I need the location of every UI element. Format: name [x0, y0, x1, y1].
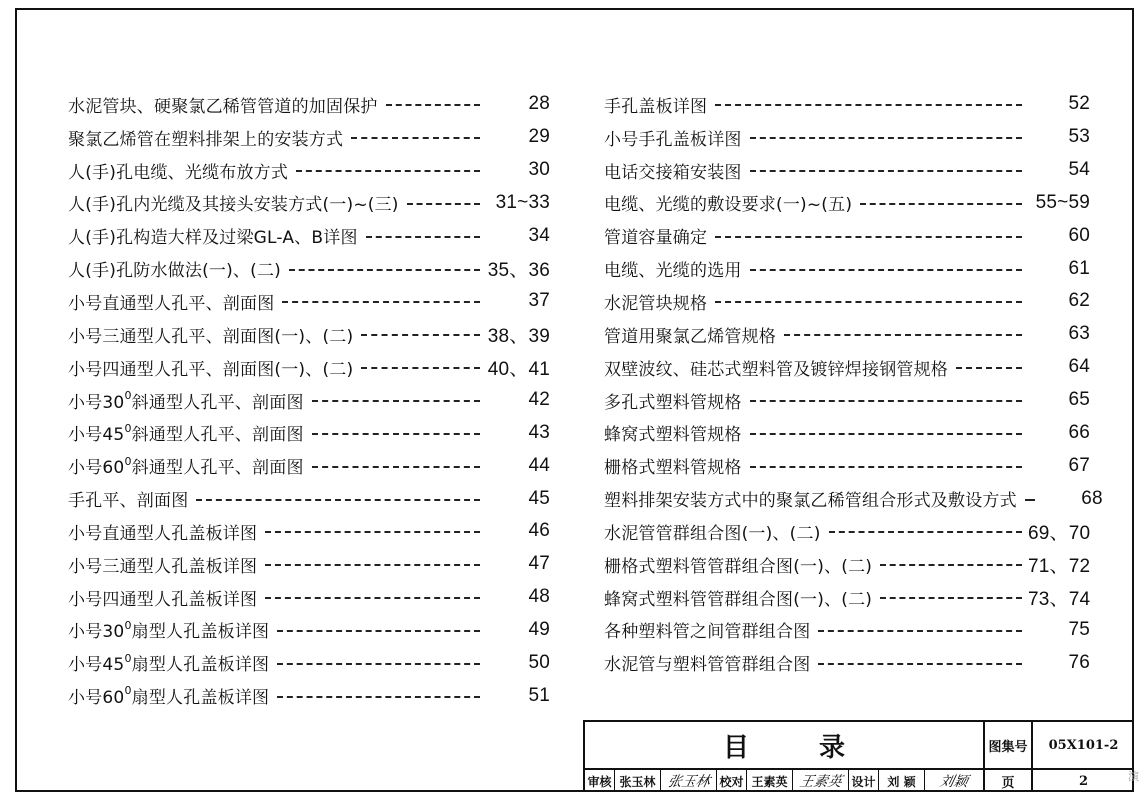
toc-entry	[68, 679, 550, 712]
dash-leader	[956, 367, 1022, 369]
toc-entry-page: 60	[1068, 224, 1090, 246]
toc-entry-page: 69、70	[1028, 522, 1091, 544]
toc-entry-title: 电缆、光缆的选用	[604, 261, 742, 282]
dash-leader	[282, 301, 480, 303]
designer-name: 刘 颖	[879, 770, 925, 792]
dash-leader	[265, 531, 480, 533]
toc-entry-title: 人(手)孔构造大样及过梁GL-A、B详图	[68, 228, 358, 249]
toc-entry-page: 37	[528, 290, 550, 312]
toc-entry	[604, 318, 1090, 351]
toc-entry-title: 双壁波纹、硅芯式塑料管及镀锌焊接钢管规格	[604, 359, 948, 380]
dash-leader	[784, 334, 1022, 336]
toc-entry	[604, 121, 1090, 154]
toc-left-column	[68, 88, 550, 712]
toc-entry-title: 蜂窝式塑料管规格	[604, 425, 742, 446]
toc-entry-page: 64	[1068, 356, 1090, 378]
toc-entry-page: 49	[528, 618, 550, 640]
dash-leader	[880, 597, 1022, 599]
toc-entry-title: 水泥管块规格	[604, 293, 708, 314]
toc-entry	[604, 88, 1090, 121]
toc-entry	[68, 88, 550, 121]
toc-entry	[604, 482, 1103, 515]
toc-entry	[604, 187, 1090, 220]
dash-leader	[361, 334, 480, 336]
toc-entry	[68, 351, 550, 384]
dash-leader	[715, 236, 1022, 238]
dash-leader	[750, 466, 1022, 468]
toc-entry-page: 34	[528, 224, 550, 246]
checker-signature: 王素英	[793, 770, 849, 792]
toc-entry	[68, 515, 550, 548]
degree-superscript: 0	[124, 618, 132, 632]
toc-entry-page: 66	[1068, 421, 1090, 443]
check-label: 校对	[717, 770, 747, 792]
toc-entry	[604, 581, 1090, 614]
designer-signature: 刘颖	[938, 774, 970, 790]
toc-entry-title: 塑料排架安装方式中的聚氯乙稀管组合形式及敷设方式	[604, 491, 1017, 512]
toc-entry-page: 73、74	[1028, 588, 1091, 610]
toc-entry-page: 51	[528, 684, 550, 706]
toc-entry-title: 小号四通型人孔盖板详图	[68, 589, 258, 610]
toc-entry-page: 28	[528, 93, 550, 115]
toc-entry-page: 54	[1068, 159, 1090, 181]
degree-superscript: 0	[124, 388, 132, 402]
toc-entry-page: 68	[1081, 487, 1103, 509]
toc-entry-title: 小号$60^0$扇型人孔盖板详图	[68, 684, 270, 709]
toc-right-column	[604, 88, 1103, 679]
toc-entry	[604, 252, 1090, 285]
toc-entry-page: 42	[528, 389, 550, 411]
toc-entry-title: 水泥管块、硬聚氯乙稀管管道的加固保护	[68, 96, 378, 117]
toc-entry-page: 67	[1068, 454, 1090, 476]
atlas-number: 05X101-2	[1033, 722, 1134, 770]
signature-row	[585, 770, 985, 792]
toc-entry	[68, 482, 550, 515]
toc-entry-page: 47	[528, 553, 550, 575]
dash-leader	[366, 236, 480, 238]
degree-superscript: 0	[124, 421, 132, 435]
toc-entry-title: 栅格式塑料管管群组合图(一)、(二)	[604, 556, 873, 577]
dash-leader	[860, 203, 1022, 205]
toc-entry-title: 小号直通型人孔盖板详图	[68, 523, 258, 544]
toc-entry	[604, 219, 1090, 252]
toc-entry-title: 人(手)孔电缆、光缆布放方式	[68, 162, 289, 183]
title-block-title	[585, 722, 985, 770]
dash-leader	[829, 531, 1022, 533]
toc-entry	[68, 646, 550, 679]
toc-entry	[68, 187, 550, 220]
toc-entry-page: 46	[528, 520, 550, 542]
toc-entry-title: 电缆、光缆的敷设要求(一)~(五)	[604, 195, 853, 216]
toc-entry-page: 76	[1068, 651, 1090, 673]
design-label: 设计	[849, 770, 879, 792]
toc-entry-title: 水泥管管群组合图(一)、(二)	[604, 523, 821, 544]
toc-entry-page: 61	[1068, 257, 1090, 279]
toc-entry	[604, 384, 1090, 417]
dash-leader	[312, 433, 480, 435]
degree-superscript: 0	[124, 454, 132, 468]
dash-leader	[715, 301, 1022, 303]
toc-entry-title: 管道容量确定	[604, 228, 708, 249]
toc-entry	[68, 252, 550, 285]
toc-entry-title: 电话交接箱安装图	[604, 162, 742, 183]
dash-leader	[1025, 499, 1035, 501]
toc-entry-title: 水泥管与塑料管管群组合图	[604, 655, 811, 676]
toc-entry	[604, 154, 1090, 187]
page-label: 页	[985, 770, 1033, 792]
dash-leader	[750, 433, 1022, 435]
dash-leader	[312, 400, 480, 402]
toc-entry	[604, 646, 1090, 679]
toc-entry	[68, 416, 550, 449]
toc-entry-title: 聚氯乙烯管在塑料排架上的安装方式	[68, 129, 344, 150]
dash-leader	[750, 170, 1022, 172]
toc-entry-page: 35、36	[487, 260, 550, 282]
toc-entry-page: 55~59	[1035, 191, 1090, 213]
toc-entry-page: 43	[528, 421, 550, 443]
toc-entry	[604, 548, 1090, 581]
atlas-number-label: 图集号	[985, 722, 1033, 770]
dash-leader	[312, 466, 480, 468]
review-label: 审核	[585, 770, 615, 792]
dash-leader	[750, 269, 1022, 271]
dash-leader	[265, 564, 480, 566]
toc-entry-page: 29	[528, 126, 550, 148]
toc-entry-title: 多孔式塑料管规格	[604, 392, 742, 413]
toc-entry	[68, 318, 550, 351]
toc-entry	[68, 614, 550, 647]
dash-leader	[289, 269, 480, 271]
toc-entry-title: 栅格式塑料管规格	[604, 458, 742, 479]
toc-entry	[604, 449, 1090, 482]
dash-leader	[407, 203, 480, 205]
toc-entry-page: 38、39	[487, 325, 550, 347]
toc-entry-title: 人(手)孔防水做法(一)、(二)	[68, 261, 281, 282]
dash-leader	[750, 400, 1022, 402]
toc-entry-title: 小号直通型人孔平、剖面图	[68, 293, 275, 314]
toc-entry	[68, 548, 550, 581]
toc-entry-page: 53	[1068, 126, 1090, 148]
toc-entry	[68, 154, 550, 187]
toc-entry-title: 手孔盖板详图	[604, 96, 708, 117]
toc-entry	[68, 121, 550, 154]
reviewer-signature: 张玉林	[661, 770, 717, 792]
toc-entry	[604, 416, 1090, 449]
toc-entry-title: 小号$45^0$斜通型人孔平、剖面图	[68, 421, 304, 446]
toc-entry-page: 30	[528, 159, 550, 181]
toc-entry	[604, 614, 1090, 647]
toc-entry-page: 44	[528, 454, 550, 476]
degree-superscript: 0	[124, 684, 132, 698]
toc-entry-page: 48	[528, 586, 550, 608]
dash-leader	[818, 630, 1022, 632]
toc-entry-title: 小号手孔盖板详图	[604, 129, 742, 150]
toc-entry-page: 62	[1068, 290, 1090, 312]
toc-entry-title: 人(手)孔内光缆及其接头安装方式(一)~(三)	[68, 195, 399, 216]
toc-entry-page: 31~33	[495, 191, 550, 213]
toc-entry-title: 小号三通型人孔盖板详图	[68, 556, 258, 577]
document-title: 目录	[722, 732, 915, 763]
title-block	[583, 720, 1134, 792]
toc-entry-page: 40、41	[487, 358, 550, 380]
toc-entry-page: 63	[1068, 323, 1090, 345]
checker-name: 王素英	[747, 770, 793, 792]
dash-leader	[277, 630, 480, 632]
toc-entry-page: 75	[1068, 618, 1090, 640]
toc-entry	[68, 384, 550, 417]
reviewer-name: 张玉林	[615, 770, 661, 792]
toc-entry-page: 71、72	[1028, 555, 1091, 577]
dash-leader	[880, 564, 1022, 566]
dash-leader	[277, 696, 480, 698]
toc-entry-title: 小号三通型人孔平、剖面图(一)、(二)	[68, 326, 354, 347]
toc-entry	[604, 285, 1090, 318]
toc-entry-title: 小号$30^0$斜通型人孔平、剖面图	[68, 388, 304, 413]
toc-entry	[68, 219, 550, 252]
toc-entry-page: 50	[528, 651, 550, 673]
toc-entry-page: 65	[1068, 389, 1090, 411]
dash-leader	[196, 499, 480, 501]
dash-leader	[277, 663, 480, 665]
dash-leader	[750, 137, 1022, 139]
toc-entry-title: 小号四通型人孔平、剖面图(一)、(二)	[68, 359, 354, 380]
toc-entry-page: 45	[528, 487, 550, 509]
toc-entry	[68, 285, 550, 318]
toc-entry	[604, 351, 1090, 384]
toc-entry-title: 小号$60^0$斜通型人孔平、剖面图	[68, 454, 304, 479]
dash-leader	[296, 170, 480, 172]
page-number: 2	[1078, 773, 1089, 789]
toc-entry-title: 小号$45^0$扇型人孔盖板详图	[68, 651, 270, 676]
dash-leader	[265, 597, 480, 599]
toc-entry-title: 蜂窝式塑料管管群组合图(一)、(二)	[604, 589, 873, 610]
degree-superscript: 0	[124, 651, 132, 665]
toc-entry-title: 手孔平、剖面图	[68, 491, 189, 512]
dash-leader	[351, 137, 480, 139]
dash-leader	[715, 104, 1022, 106]
toc-entry-page: 52	[1068, 93, 1090, 115]
toc-entry-title: 小号$30^0$扇型人孔盖板详图	[68, 618, 270, 643]
toc-entry-title: 管道用聚氯乙烯管规格	[604, 326, 776, 347]
toc-entry	[68, 581, 550, 614]
dash-leader	[361, 367, 480, 369]
corner-mark: 演	[1128, 770, 1139, 783]
toc-entry	[68, 449, 550, 482]
dash-leader	[386, 104, 480, 106]
toc-entry	[604, 515, 1090, 548]
toc-entry-title: 各种塑料管之间管群组合图	[604, 622, 811, 643]
dash-leader	[818, 663, 1022, 665]
